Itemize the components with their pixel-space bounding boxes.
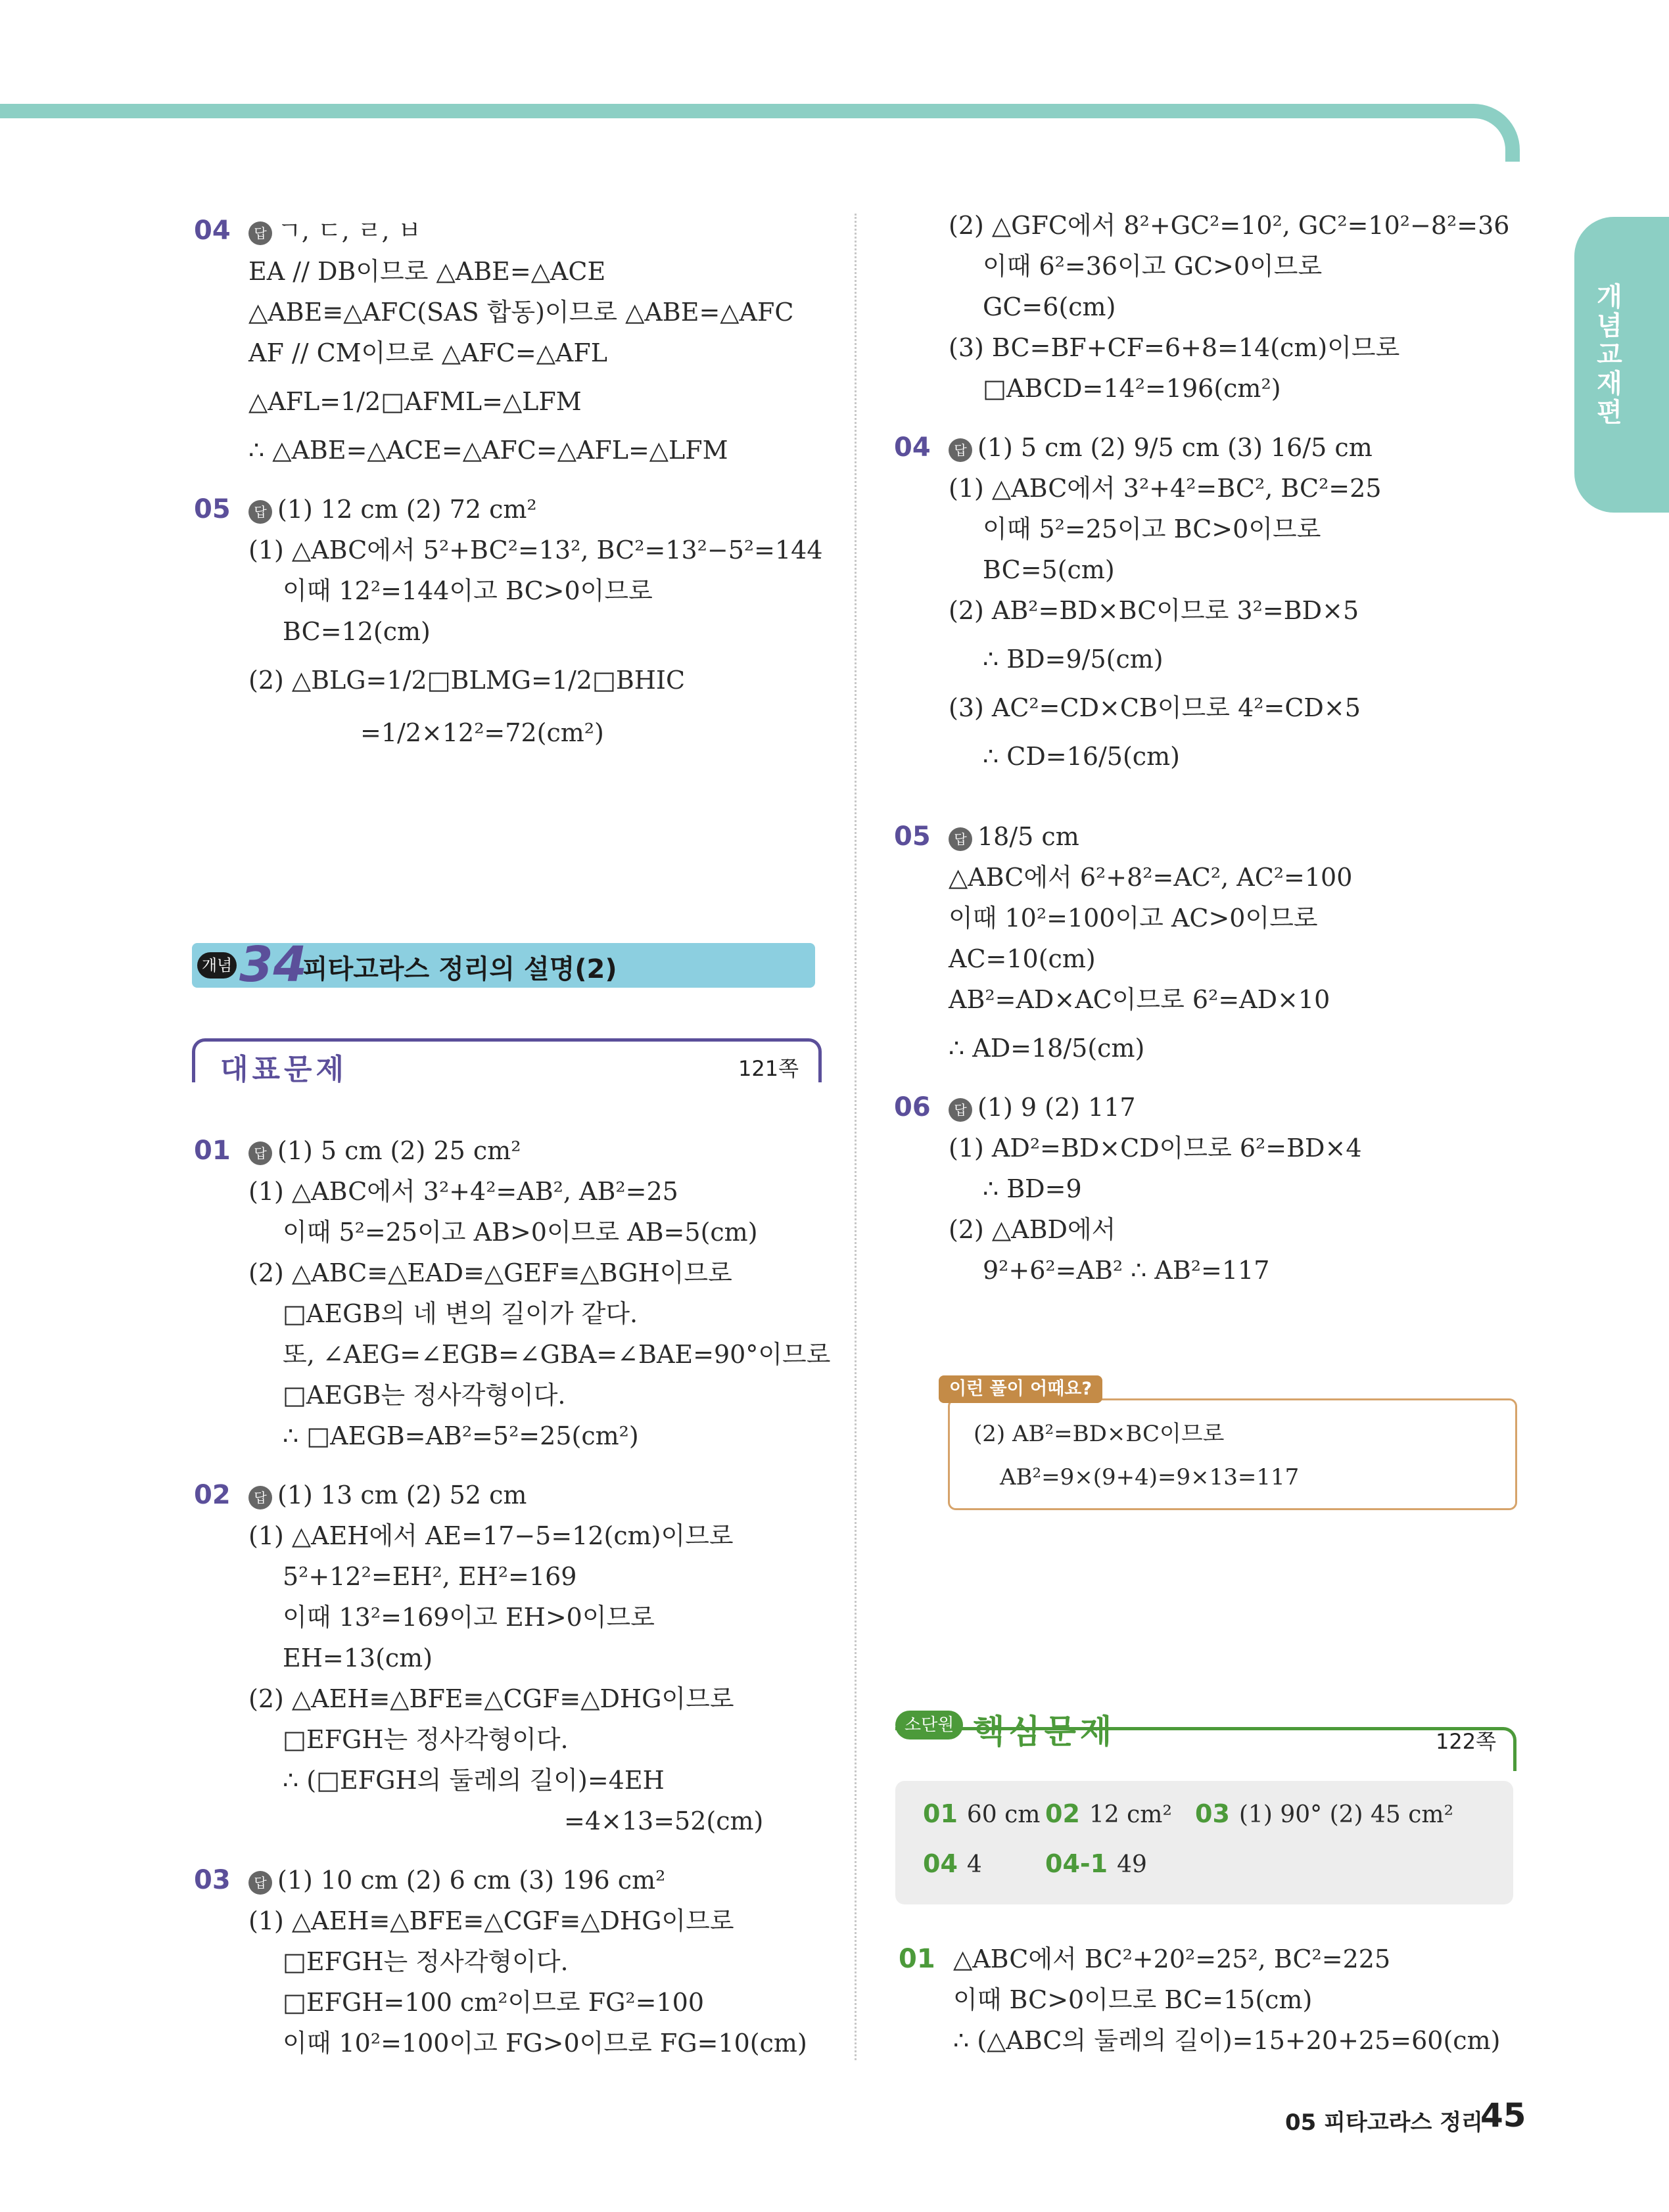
- answer-text: (1) 5 cm (2) 9/5 cm (3) 16/5 cm: [977, 433, 1373, 462]
- solution-line: □EFGH=100 cm²이므로 FG²=100: [283, 1988, 705, 2017]
- solution-line: AB²=AD×AC이므로 6²=AD×10: [949, 985, 1330, 1014]
- representative-title: 대표문제: [220, 1053, 348, 1086]
- solution-line: (2) △GFC에서 8²+GC²=10², GC²=10²−8²=36: [949, 211, 1510, 240]
- core-answer: 04 4: [923, 1849, 982, 1878]
- solution-line: ∴ BD=9/5(cm): [983, 645, 1164, 674]
- core-answer: 02 12 cm²: [1045, 1799, 1172, 1828]
- solution-line: (1) △ABC에서 3²+4²=BC², BC²=25: [949, 474, 1382, 503]
- solution-line: (2) △ABC≡△EAD≡△GEF≡△BGH이므로: [248, 1258, 732, 1287]
- answer-icon: 답: [949, 1098, 972, 1122]
- solution-line: (1) △AEH에서 AE=17−5=12(cm)이므로: [248, 1521, 734, 1550]
- tip-line: (2) AB²=BD×BC이므로: [974, 1421, 1225, 1447]
- solution-line: =1/2×12²=72(cm²): [360, 718, 604, 747]
- solution-line: 이때 5²=25이고 AB>0이므로 AB=5(cm): [283, 1218, 758, 1247]
- solution-line: □AEGB는 정사각형이다.: [283, 1381, 566, 1410]
- solution-line: ∴ (△ABC의 둘레의 길이)=15+20+25=60(cm): [953, 2026, 1501, 2055]
- solution-line: △ABE≡△AFC(SAS 합동)이므로 △ABE=△AFC: [248, 298, 794, 327]
- solution-line: (2) △AEH≡△BFE≡△CGF≡△DHG이므로: [248, 1684, 734, 1713]
- core-answer: 03 (1) 90° (2) 45 cm²: [1195, 1799, 1453, 1828]
- solution-line: BC=5(cm): [983, 555, 1115, 584]
- core-title: 핵심문제: [973, 1713, 1116, 1751]
- solution-line: EH=13(cm): [283, 1644, 433, 1672]
- concept-badge: 개념: [197, 952, 237, 979]
- solution-line: ∴ CD=16/5(cm): [983, 742, 1180, 771]
- problem-number: 01: [899, 1944, 935, 1974]
- solution-line: BC=12(cm): [283, 617, 431, 646]
- footer-page-number: 45: [1480, 2096, 1526, 2134]
- solution-line: 이때 5²=25이고 BC>0이므로: [983, 515, 1321, 543]
- answer-icon: 답: [248, 1141, 272, 1165]
- solution-line: 이때 BC>0이므로 BC=15(cm): [953, 1985, 1313, 2014]
- answer-text: 18/5 cm: [977, 822, 1079, 851]
- solution-line: (2) AB²=BD×BC이므로 3²=BD×5: [949, 596, 1359, 625]
- problem-number: 06: [894, 1092, 931, 1122]
- solution-line: (2) △ABD에서: [949, 1215, 1116, 1244]
- solution-line: 이때 13²=169이고 EH>0이므로: [283, 1603, 655, 1632]
- problem-04-left: [191, 210, 822, 471]
- problem-03: [191, 1860, 822, 2063]
- concept-number: 34: [239, 936, 307, 993]
- core-page: 122쪽: [1436, 1729, 1496, 1754]
- top-decorative-bar: [0, 104, 1479, 118]
- problem-number: 02: [194, 1480, 231, 1510]
- problem-02: [191, 1475, 822, 1841]
- concept-header: [192, 936, 815, 993]
- left-column-top: [191, 210, 822, 772]
- problem-03-continued: [891, 205, 1535, 409]
- solution-line: □EFGH는 정사각형이다.: [283, 1725, 569, 1754]
- problem-01: [191, 1130, 831, 1456]
- answer-text: ㄱ, ㄷ, ㄹ, ㅂ: [277, 216, 422, 245]
- solution-line: (1) AD²=BD×CD이므로 6²=BD×4: [949, 1134, 1362, 1163]
- problem-04-right: [891, 427, 1535, 777]
- solution-line: ∴ (□EFGH의 둘레의 길이)=4EH: [283, 1766, 665, 1795]
- solution-line: △ABC에서 6²+8²=AC², AC²=100: [949, 863, 1353, 892]
- solution-line: △AFL=1/2□AFML=△LFM: [248, 387, 582, 416]
- solution-line: GC=6(cm): [983, 292, 1116, 321]
- right-column: [891, 205, 1535, 1309]
- solution-line: EA // DB이므로 △ABE=△ACE: [248, 257, 606, 286]
- core-answers-box: [895, 1781, 1513, 1904]
- answer-text: (1) 5 cm (2) 25 cm²: [277, 1136, 521, 1165]
- answer-icon: 답: [949, 827, 972, 851]
- solution-line: □EFGH는 정사각형이다.: [283, 1947, 569, 1976]
- answer-text: (1) 10 cm (2) 6 cm (3) 196 cm²: [277, 1866, 666, 1895]
- representative-page: 121쪽: [738, 1056, 799, 1081]
- solution-line: ∴ BD=9: [983, 1174, 1082, 1203]
- top-bar-curve: [1446, 104, 1520, 162]
- answer-text: (1) 9 (2) 117: [977, 1093, 1136, 1122]
- column-divider: [855, 214, 857, 2060]
- solution-line: 이때 10²=100이고 FG>0이므로 FG=10(cm): [283, 2029, 807, 2058]
- solution-line: AF // CM이므로 △AFC=△AFL: [248, 338, 607, 367]
- solution-line: 5²+12²=EH², EH²=169: [283, 1562, 577, 1591]
- core-problems-header: [895, 1713, 1516, 1771]
- answer-icon: 답: [248, 221, 272, 245]
- problem-number: 01: [194, 1136, 231, 1166]
- tip-label: 이런 풀이 어때요?: [939, 1375, 1102, 1403]
- solution-line: (1) △ABC에서 3²+4²=AB², AB²=25: [248, 1177, 678, 1206]
- problem-number: 04: [194, 216, 231, 246]
- footer-chapter: 05 피타고라스 정리: [1285, 2109, 1483, 2136]
- representative-problems-header: [192, 1038, 822, 1086]
- answer-icon: 답: [248, 1486, 272, 1509]
- solution-line: □ABCD=14²=196(cm²): [983, 374, 1281, 403]
- core-solution-01: [895, 1939, 1526, 2079]
- solution-line: 또, ∠AEG=∠EGB=∠GBA=∠BAE=90°이므로: [283, 1340, 831, 1369]
- core-answer: 04-1 49: [1045, 1849, 1147, 1878]
- solution-line: ∴ △ABE=△ACE=△AFC=△AFL=△LFM: [248, 436, 728, 465]
- solution-line: (3) AC²=CD×CB이므로 4²=CD×5: [949, 693, 1361, 722]
- problem-number: 05: [194, 494, 231, 524]
- problem-number: 05: [894, 821, 931, 852]
- solution-line: =4×13=52(cm): [564, 1807, 764, 1835]
- core-answer: 01 60 cm: [923, 1799, 1041, 1828]
- problem-number: 04: [894, 432, 931, 463]
- concept-title: 피타고라스 정리의 설명(2): [302, 954, 617, 984]
- answer-text: (1) 13 cm (2) 52 cm: [277, 1481, 527, 1509]
- solution-line: (1) △AEH≡△BFE≡△CGF≡△DHG이므로: [248, 1906, 734, 1935]
- solution-line: ∴ □AEGB=AB²=5²=25(cm²): [283, 1421, 639, 1450]
- left-column-bottom: [191, 1130, 831, 2082]
- solution-line: AC=10(cm): [949, 944, 1096, 973]
- answer-text: (1) 12 cm (2) 72 cm²: [277, 495, 537, 524]
- tip-box: [948, 1398, 1517, 1510]
- solution-line: (1) △ABC에서 5²+BC²=13², BC²=13²−5²=144: [248, 536, 823, 565]
- solution-line: (2) △BLG=1/2□BLMG=1/2□BHIC: [248, 666, 686, 695]
- solution-line: (3) BC=BF+CF=6+8=14(cm)이므로: [949, 333, 1400, 362]
- problem-number: 03: [194, 1865, 231, 1895]
- solution-line: □AEGB의 네 변의 길이가 같다.: [283, 1299, 638, 1328]
- solution-line: 이때 6²=36이고 GC>0이므로: [983, 252, 1323, 281]
- answer-icon: 답: [248, 500, 272, 524]
- problem-05-right: [891, 816, 1535, 1069]
- answer-icon: 답: [949, 438, 972, 462]
- solution-line: 이때 10²=100이고 AC>0이므로: [949, 904, 1318, 933]
- solution-line: 이때 12²=144이고 BC>0이므로: [283, 576, 653, 605]
- solution-line: △ABC에서 BC²+20²=25², BC²=225: [953, 1945, 1391, 1973]
- problem-06: [891, 1087, 1535, 1291]
- answer-icon: 답: [248, 1871, 272, 1895]
- solution-line: ∴ AD=18/5(cm): [949, 1034, 1145, 1063]
- core-badge: 소단원: [895, 1711, 963, 1740]
- problem-05-left: [191, 489, 822, 753]
- side-tab-label: 개념교재편: [1592, 283, 1622, 427]
- solution-line: 9²+6²=AB² ∴ AB²=117: [983, 1256, 1270, 1285]
- tip-line: AB²=9×(9+4)=9×13=117: [1000, 1464, 1300, 1490]
